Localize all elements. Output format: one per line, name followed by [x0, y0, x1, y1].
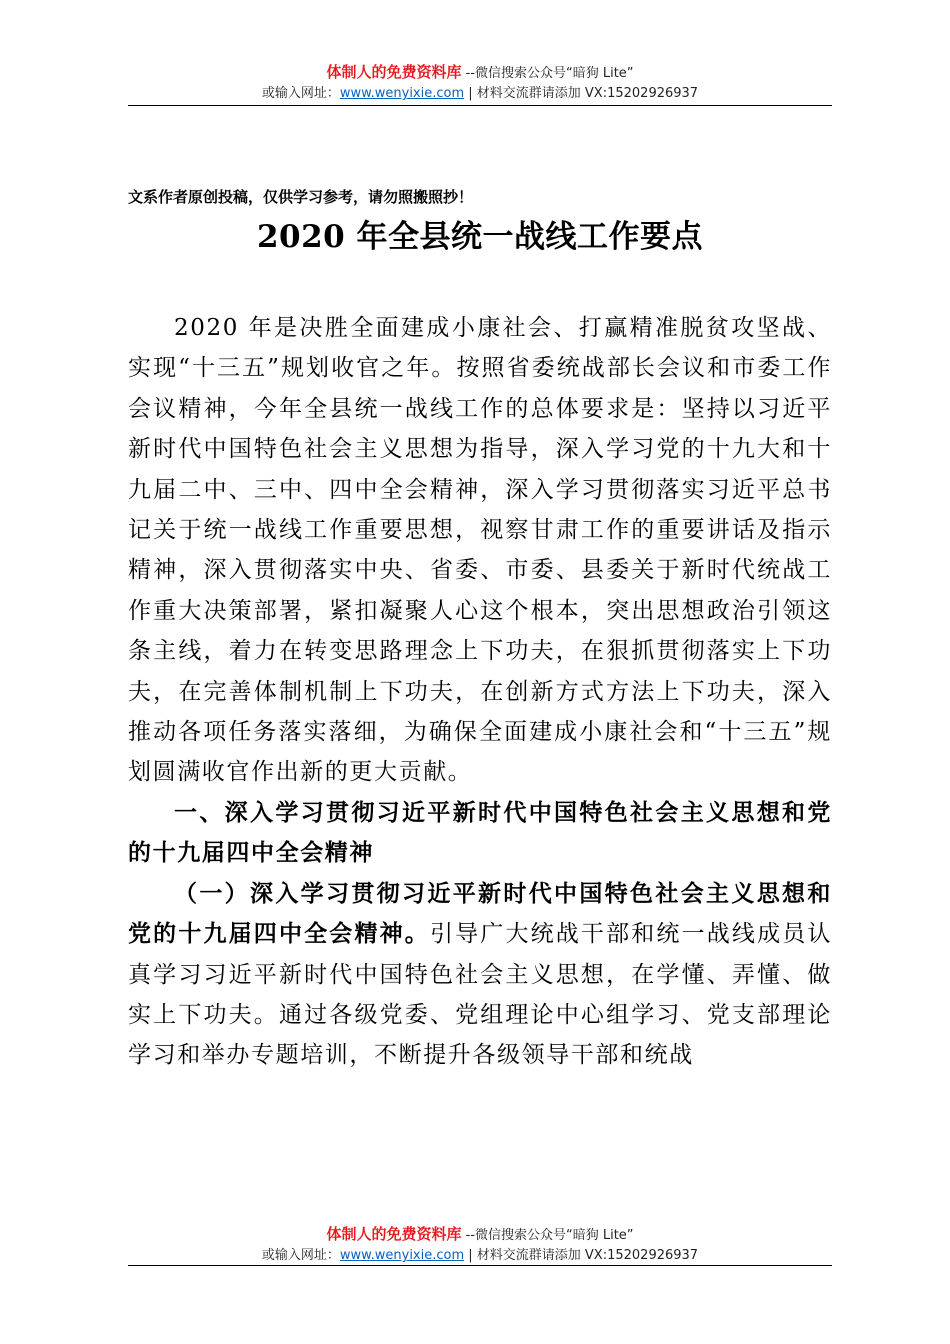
footer-url-prefix: 或输入网址：: [261, 1248, 340, 1263]
header-tagline: --微信搜索公众号“暗狗 Lite”: [461, 66, 634, 81]
intro-paragraph: 2020 年是决胜全面建成小康社会、打赢精准脱贫攻坚战、实现“十三五”规划收官之年。按照省委统战部长会议和市委工作会议精神，今年全县统一战线工作的总体要求是：坚持以习近平新时代中国特色社会主义思想为指导，深入学习党的十九大和十九届二中、三中、四中全会精神，深入学习贯彻落实习近平总书记关于统一战线工作重要思想，视察甘肃工作的重要讲话及指示精神，深入贯彻落实中央、省委、市委、县委关于新时代统战工作重大决策部署，紧扣凝聚人心这个根本，突出思想政治引领这条主线，着力在转变思路理念上下功夫，在狠抓贯彻落实上下功夫，在完善体制机制上下功夫，在创新方式方法上下功夫，深入推动各项任务落实落细，为确保全面建成小康社会和“十三五”规划圆满收官作出新的更大贡献。: [128, 315, 832, 786]
header-url-link[interactable]: www.wenyixie.com: [339, 86, 465, 101]
footer-line-1: [128, 1224, 832, 1246]
section-heading-1: 一、深入学习贯彻习近平新时代中国特色社会主义思想和党的十九届四中全会精神: [128, 799, 832, 867]
subsection-heading-1: （一）深入学习贯彻习近平新时代中国特色社会主义思想和党的十九届四中全会精神。: [128, 879, 832, 948]
header-url-prefix: 或输入网址：: [261, 86, 340, 101]
document-body: [128, 308, 832, 1076]
subsection-text-1: 引导广大统战干部和统一战线成员认真学习习近平新时代中国特色社会主义思想，在学懂、弄懂、做实上下功夫。通过各级党委、党组理论中心组学习、党支部理论学习和举办专题培训，不断提升各级领导干部和统战: [128, 921, 832, 1069]
footer-brand: 体制人的免费资料库: [326, 1225, 462, 1243]
footer-url-link[interactable]: www.wenyixie.com: [339, 1248, 465, 1263]
header-divider: [128, 105, 832, 106]
subsection-paragraph-1: [128, 874, 832, 1076]
disclaimer: 文系作者原创投稿，仅供学习参考，请勿照搬照抄！: [128, 188, 474, 206]
header-brand: 体制人的免费资料库: [326, 63, 462, 81]
footer-tagline: --微信搜索公众号“暗狗 Lite”: [461, 1228, 634, 1243]
page-header: [128, 62, 832, 104]
header-line-2: [128, 84, 832, 104]
header-contact: | 材料交流群请添加 VX:15202926937: [464, 86, 699, 101]
page-footer: [128, 1224, 832, 1266]
header-line-1: [128, 62, 832, 84]
footer-line-2: [128, 1246, 832, 1266]
page-title: 2020 年全县统一战线工作要点: [256, 219, 704, 255]
footer-contact: | 材料交流群请添加 VX:15202926937: [464, 1248, 699, 1263]
footer-divider: [128, 1265, 832, 1266]
